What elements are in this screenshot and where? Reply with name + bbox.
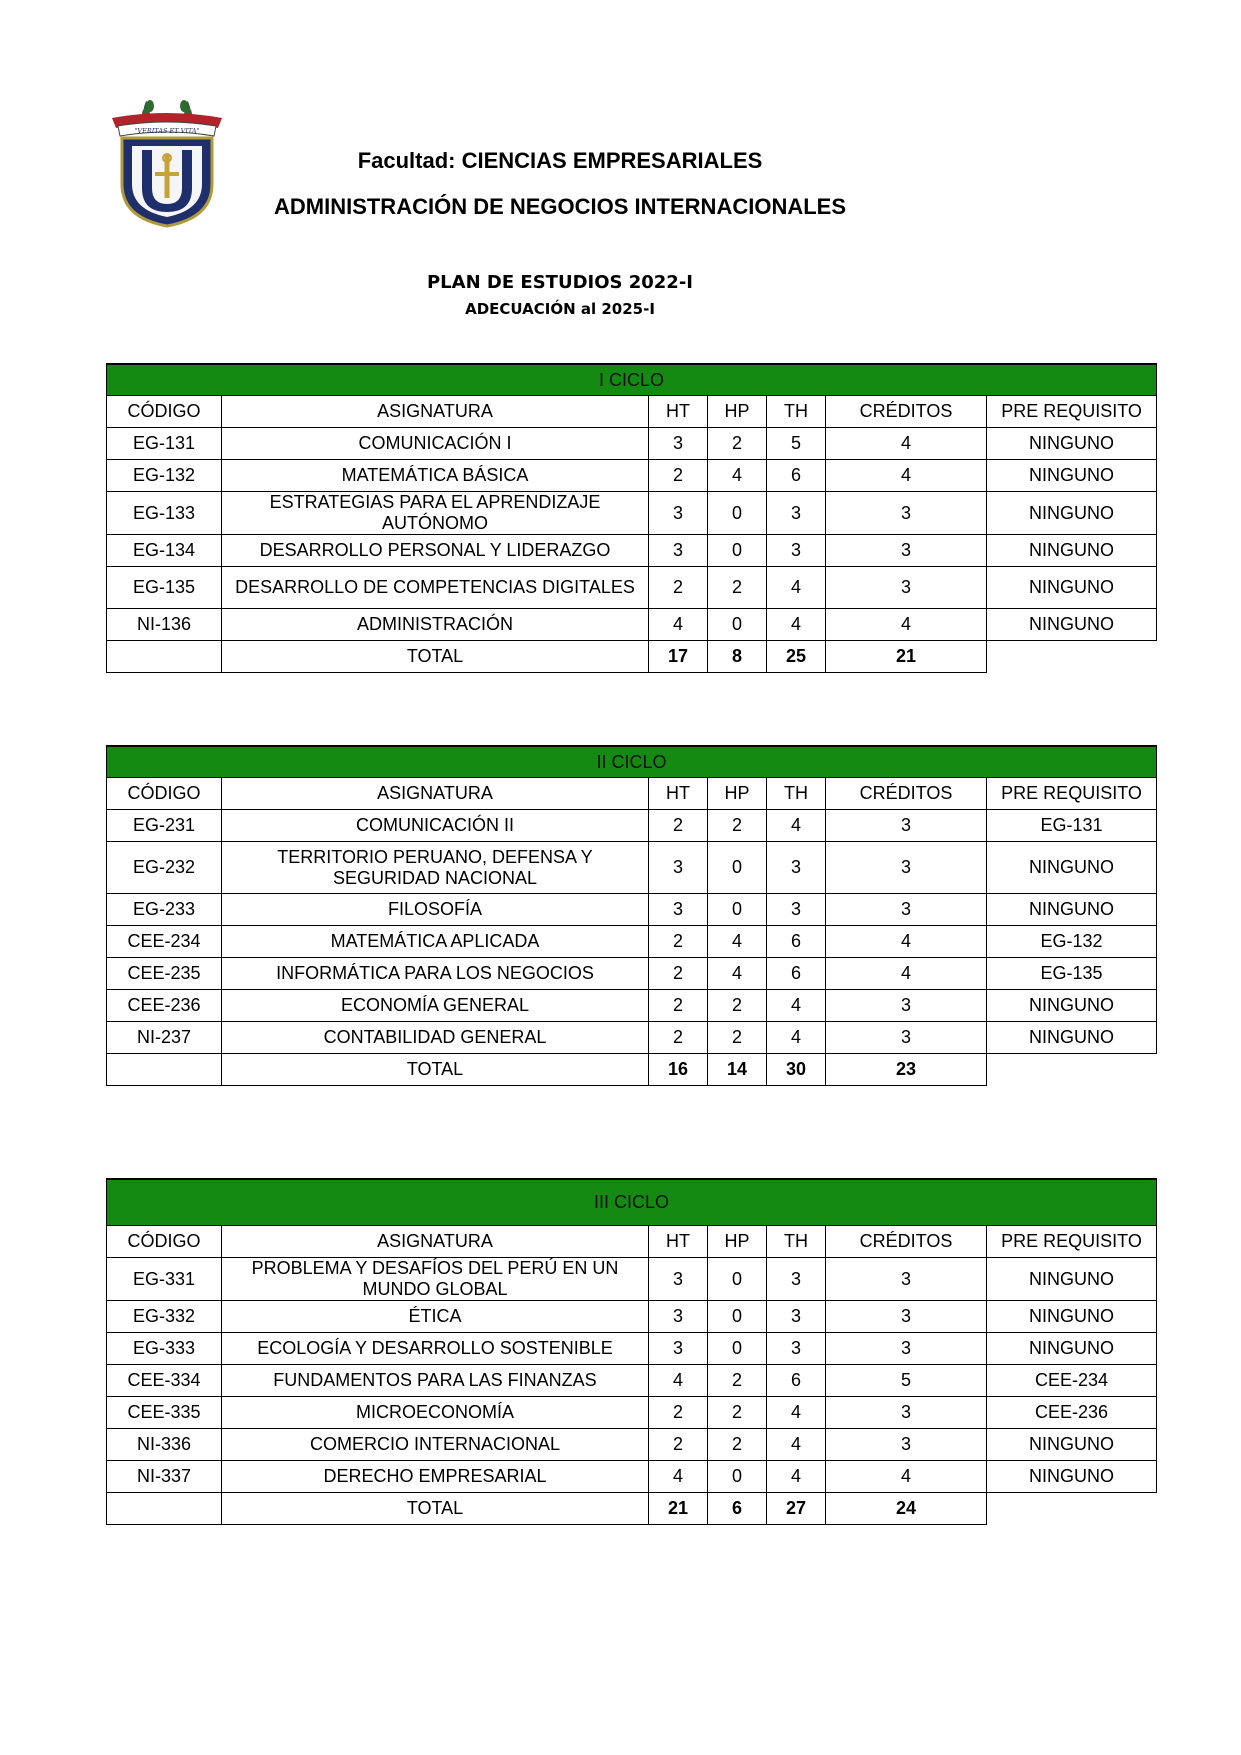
course-hp: 0 bbox=[708, 1258, 767, 1301]
total-ht: 21 bbox=[649, 1493, 708, 1525]
course-name: ADMINISTRACIÓN bbox=[222, 609, 649, 641]
column-header: CRÉDITOS bbox=[826, 778, 987, 810]
course-credits: 3 bbox=[826, 894, 987, 926]
total-empty bbox=[987, 641, 1157, 673]
total-hp: 6 bbox=[708, 1493, 767, 1525]
total-th: 25 bbox=[767, 641, 826, 673]
course-code: NI-336 bbox=[107, 1429, 222, 1461]
course-prereq: NINGUNO bbox=[987, 609, 1157, 641]
course-credits: 4 bbox=[826, 958, 987, 990]
table-row bbox=[107, 1365, 1157, 1397]
plan-subtitle: ADECUACIÓN al 2025-I bbox=[465, 300, 655, 318]
column-header: ASIGNATURA bbox=[222, 778, 649, 810]
course-th: 3 bbox=[767, 492, 826, 535]
program-title: ADMINISTRACIÓN DE NEGOCIOS INTERNACIONALES bbox=[273, 194, 847, 219]
column-header: ASIGNATURA bbox=[222, 1226, 649, 1258]
column-header: CÓDIGO bbox=[107, 1226, 222, 1258]
course-code: EG-133 bbox=[107, 492, 222, 535]
course-prereq: NINGUNO bbox=[987, 428, 1157, 460]
course-ht: 3 bbox=[649, 535, 708, 567]
column-header: ASIGNATURA bbox=[222, 396, 649, 428]
course-name: FUNDAMENTOS PARA LAS FINANZAS bbox=[222, 1365, 649, 1397]
table-header-row bbox=[107, 778, 1157, 810]
course-hp: 2 bbox=[708, 810, 767, 842]
course-name: MATEMÁTICA APLICADA bbox=[222, 926, 649, 958]
course-hp: 2 bbox=[708, 1022, 767, 1054]
course-name: DESARROLLO PERSONAL Y LIDERAZGO bbox=[222, 535, 649, 567]
course-code: EG-131 bbox=[107, 428, 222, 460]
course-hp: 2 bbox=[708, 567, 767, 609]
total-empty bbox=[987, 1054, 1157, 1086]
table-row bbox=[107, 1397, 1157, 1429]
total-label: TOTAL bbox=[222, 1054, 649, 1086]
course-code: EG-132 bbox=[107, 460, 222, 492]
course-credits: 3 bbox=[826, 1333, 987, 1365]
table-row bbox=[107, 492, 1157, 535]
total-ht: 17 bbox=[649, 641, 708, 673]
course-hp: 0 bbox=[708, 1301, 767, 1333]
course-code: CEE-235 bbox=[107, 958, 222, 990]
ciclo-title: III CICLO bbox=[107, 1179, 1157, 1226]
ciclo-table-1 bbox=[106, 363, 1157, 673]
course-code: EG-332 bbox=[107, 1301, 222, 1333]
course-prereq: NINGUNO bbox=[987, 460, 1157, 492]
course-credits: 3 bbox=[826, 842, 987, 894]
column-header: CRÉDITOS bbox=[826, 396, 987, 428]
course-code: NI-337 bbox=[107, 1461, 222, 1493]
course-prereq: NINGUNO bbox=[987, 1461, 1157, 1493]
table-row bbox=[107, 535, 1157, 567]
table-row bbox=[107, 1333, 1157, 1365]
total-credits: 21 bbox=[826, 641, 987, 673]
course-code: CEE-236 bbox=[107, 990, 222, 1022]
course-hp: 4 bbox=[708, 460, 767, 492]
course-prereq: NINGUNO bbox=[987, 990, 1157, 1022]
total-th: 27 bbox=[767, 1493, 826, 1525]
table-row bbox=[107, 609, 1157, 641]
column-header: PRE REQUISITO bbox=[987, 778, 1157, 810]
table-row bbox=[107, 810, 1157, 842]
total-empty bbox=[987, 1493, 1157, 1525]
course-th: 3 bbox=[767, 535, 826, 567]
course-hp: 0 bbox=[708, 894, 767, 926]
course-hp: 0 bbox=[708, 535, 767, 567]
course-prereq: EG-135 bbox=[987, 958, 1157, 990]
course-credits: 3 bbox=[826, 535, 987, 567]
column-header: PRE REQUISITO bbox=[987, 396, 1157, 428]
course-th: 6 bbox=[767, 926, 826, 958]
table-row bbox=[107, 1301, 1157, 1333]
course-name: FILOSOFÍA bbox=[222, 894, 649, 926]
course-name: INFORMÁTICA PARA LOS NEGOCIOS bbox=[222, 958, 649, 990]
course-ht: 4 bbox=[649, 1461, 708, 1493]
course-hp: 2 bbox=[708, 1365, 767, 1397]
course-ht: 2 bbox=[649, 990, 708, 1022]
course-prereq: NINGUNO bbox=[987, 1258, 1157, 1301]
total-blank-cell bbox=[107, 641, 222, 673]
column-header: PRE REQUISITO bbox=[987, 1226, 1157, 1258]
course-credits: 4 bbox=[826, 609, 987, 641]
total-label: TOTAL bbox=[222, 1493, 649, 1525]
course-prereq: NINGUNO bbox=[987, 1333, 1157, 1365]
course-credits: 3 bbox=[826, 810, 987, 842]
course-ht: 4 bbox=[649, 609, 708, 641]
course-prereq: EG-132 bbox=[987, 926, 1157, 958]
course-name: COMERCIO INTERNACIONAL bbox=[222, 1429, 649, 1461]
total-th: 30 bbox=[767, 1054, 826, 1086]
course-name: COMUNICACIÓN I bbox=[222, 428, 649, 460]
course-ht: 3 bbox=[649, 492, 708, 535]
course-name: MATEMÁTICA BÁSICA bbox=[222, 460, 649, 492]
table-row bbox=[107, 1461, 1157, 1493]
course-ht: 2 bbox=[649, 1022, 708, 1054]
course-prereq: NINGUNO bbox=[987, 1429, 1157, 1461]
faculty-title: Facultad: CIENCIAS EMPRESARIALES bbox=[357, 148, 763, 173]
table-header-row bbox=[107, 1226, 1157, 1258]
course-th: 4 bbox=[767, 990, 826, 1022]
course-th: 4 bbox=[767, 810, 826, 842]
column-header: HT bbox=[649, 396, 708, 428]
course-ht: 2 bbox=[649, 926, 708, 958]
course-hp: 0 bbox=[708, 842, 767, 894]
course-hp: 4 bbox=[708, 958, 767, 990]
course-th: 6 bbox=[767, 1365, 826, 1397]
total-row bbox=[107, 1493, 1157, 1525]
total-credits: 24 bbox=[826, 1493, 987, 1525]
course-code: NI-237 bbox=[107, 1022, 222, 1054]
course-prereq: EG-131 bbox=[987, 810, 1157, 842]
course-hp: 2 bbox=[708, 1397, 767, 1429]
course-prereq: NINGUNO bbox=[987, 567, 1157, 609]
course-hp: 0 bbox=[708, 1333, 767, 1365]
course-hp: 2 bbox=[708, 428, 767, 460]
course-credits: 4 bbox=[826, 428, 987, 460]
course-ht: 2 bbox=[649, 1397, 708, 1429]
course-code: EG-333 bbox=[107, 1333, 222, 1365]
total-credits: 23 bbox=[826, 1054, 987, 1086]
ciclo-table-3 bbox=[106, 1178, 1157, 1525]
course-th: 3 bbox=[767, 842, 826, 894]
course-hp: 0 bbox=[708, 609, 767, 641]
course-th: 3 bbox=[767, 1333, 826, 1365]
total-blank-cell bbox=[107, 1054, 222, 1086]
course-th: 3 bbox=[767, 1258, 826, 1301]
table-row bbox=[107, 1022, 1157, 1054]
course-code: EG-232 bbox=[107, 842, 222, 894]
course-credits: 3 bbox=[826, 1022, 987, 1054]
course-th: 4 bbox=[767, 1397, 826, 1429]
total-label: TOTAL bbox=[222, 641, 649, 673]
column-header: CÓDIGO bbox=[107, 778, 222, 810]
column-header: HT bbox=[649, 1226, 708, 1258]
total-row bbox=[107, 641, 1157, 673]
course-credits: 4 bbox=[826, 926, 987, 958]
table-header-row bbox=[107, 396, 1157, 428]
column-header: HT bbox=[649, 778, 708, 810]
course-code: CEE-334 bbox=[107, 1365, 222, 1397]
logo-motto: "VERITAS ET VITA" bbox=[134, 127, 200, 135]
course-name: ESTRATEGIAS PARA EL APRENDIZAJE AUTÓNOMO bbox=[222, 492, 649, 535]
course-ht: 4 bbox=[649, 1365, 708, 1397]
total-ht: 16 bbox=[649, 1054, 708, 1086]
column-header: TH bbox=[767, 1226, 826, 1258]
course-prereq: NINGUNO bbox=[987, 1022, 1157, 1054]
course-th: 6 bbox=[767, 460, 826, 492]
column-header: HP bbox=[708, 396, 767, 428]
column-header: TH bbox=[767, 778, 826, 810]
course-th: 4 bbox=[767, 609, 826, 641]
course-ht: 3 bbox=[649, 428, 708, 460]
course-code: CEE-335 bbox=[107, 1397, 222, 1429]
course-hp: 0 bbox=[708, 492, 767, 535]
course-th: 3 bbox=[767, 894, 826, 926]
table-row bbox=[107, 1429, 1157, 1461]
table-row bbox=[107, 842, 1157, 894]
course-name: ECONOMÍA GENERAL bbox=[222, 990, 649, 1022]
course-th: 4 bbox=[767, 1461, 826, 1493]
course-hp: 4 bbox=[708, 926, 767, 958]
course-credits: 3 bbox=[826, 990, 987, 1022]
table-row bbox=[107, 428, 1157, 460]
course-ht: 3 bbox=[649, 842, 708, 894]
course-ht: 2 bbox=[649, 1429, 708, 1461]
table-row bbox=[107, 926, 1157, 958]
column-header: HP bbox=[708, 1226, 767, 1258]
course-ht: 2 bbox=[649, 460, 708, 492]
course-ht: 3 bbox=[649, 1301, 708, 1333]
course-prereq: CEE-236 bbox=[987, 1397, 1157, 1429]
course-credits: 4 bbox=[826, 460, 987, 492]
course-credits: 3 bbox=[826, 1301, 987, 1333]
table-row bbox=[107, 990, 1157, 1022]
course-code: NI-136 bbox=[107, 609, 222, 641]
course-ht: 3 bbox=[649, 1258, 708, 1301]
course-code: CEE-234 bbox=[107, 926, 222, 958]
total-blank-cell bbox=[107, 1493, 222, 1525]
course-th: 6 bbox=[767, 958, 826, 990]
course-name: PROBLEMA Y DESAFÍOS DEL PERÚ EN UN MUNDO GLOBAL bbox=[222, 1258, 649, 1301]
table-row bbox=[107, 894, 1157, 926]
course-prereq: CEE-234 bbox=[987, 1365, 1157, 1397]
course-code: EG-233 bbox=[107, 894, 222, 926]
course-th: 4 bbox=[767, 1429, 826, 1461]
table-row bbox=[107, 1258, 1157, 1301]
column-header: CÓDIGO bbox=[107, 396, 222, 428]
course-name: CONTABILIDAD GENERAL bbox=[222, 1022, 649, 1054]
column-header: HP bbox=[708, 778, 767, 810]
course-credits: 3 bbox=[826, 492, 987, 535]
course-code: EG-135 bbox=[107, 567, 222, 609]
course-prereq: NINGUNO bbox=[987, 894, 1157, 926]
course-hp: 0 bbox=[708, 1461, 767, 1493]
column-header: CRÉDITOS bbox=[826, 1226, 987, 1258]
table-row bbox=[107, 567, 1157, 609]
course-th: 5 bbox=[767, 428, 826, 460]
ciclo-title: I CICLO bbox=[107, 364, 1157, 396]
course-name: ÉTICA bbox=[222, 1301, 649, 1333]
total-hp: 8 bbox=[708, 641, 767, 673]
course-prereq: NINGUNO bbox=[987, 492, 1157, 535]
course-ht: 2 bbox=[649, 810, 708, 842]
ciclo-title: II CICLO bbox=[107, 746, 1157, 778]
table-row bbox=[107, 958, 1157, 990]
table-row bbox=[107, 460, 1157, 492]
column-header: TH bbox=[767, 396, 826, 428]
course-name: COMUNICACIÓN II bbox=[222, 810, 649, 842]
course-ht: 2 bbox=[649, 567, 708, 609]
course-ht: 3 bbox=[649, 1333, 708, 1365]
course-credits: 5 bbox=[826, 1365, 987, 1397]
course-th: 3 bbox=[767, 1301, 826, 1333]
course-name: DERECHO EMPRESARIAL bbox=[222, 1461, 649, 1493]
plan-title: PLAN DE ESTUDIOS 2022-I bbox=[426, 272, 694, 293]
course-ht: 3 bbox=[649, 894, 708, 926]
ciclo-table-2 bbox=[106, 745, 1157, 1086]
course-prereq: NINGUNO bbox=[987, 1301, 1157, 1333]
course-name: ECOLOGÍA Y DESARROLLO SOSTENIBLE bbox=[222, 1333, 649, 1365]
course-name: MICROECONOMÍA bbox=[222, 1397, 649, 1429]
course-prereq: NINGUNO bbox=[987, 842, 1157, 894]
course-name: TERRITORIO PERUANO, DEFENSA Y SEGURIDAD NACIONAL bbox=[222, 842, 649, 894]
course-prereq: NINGUNO bbox=[987, 535, 1157, 567]
course-ht: 2 bbox=[649, 958, 708, 990]
course-hp: 2 bbox=[708, 1429, 767, 1461]
course-hp: 2 bbox=[708, 990, 767, 1022]
course-code: EG-331 bbox=[107, 1258, 222, 1301]
course-credits: 3 bbox=[826, 567, 987, 609]
course-credits: 3 bbox=[826, 1258, 987, 1301]
course-th: 4 bbox=[767, 1022, 826, 1054]
course-credits: 3 bbox=[826, 1429, 987, 1461]
course-credits: 3 bbox=[826, 1397, 987, 1429]
course-th: 4 bbox=[767, 567, 826, 609]
course-credits: 4 bbox=[826, 1461, 987, 1493]
total-row bbox=[107, 1054, 1157, 1086]
course-code: EG-134 bbox=[107, 535, 222, 567]
total-hp: 14 bbox=[708, 1054, 767, 1086]
course-name: DESARROLLO DE COMPETENCIAS DIGITALES bbox=[222, 567, 649, 609]
course-code: EG-231 bbox=[107, 810, 222, 842]
